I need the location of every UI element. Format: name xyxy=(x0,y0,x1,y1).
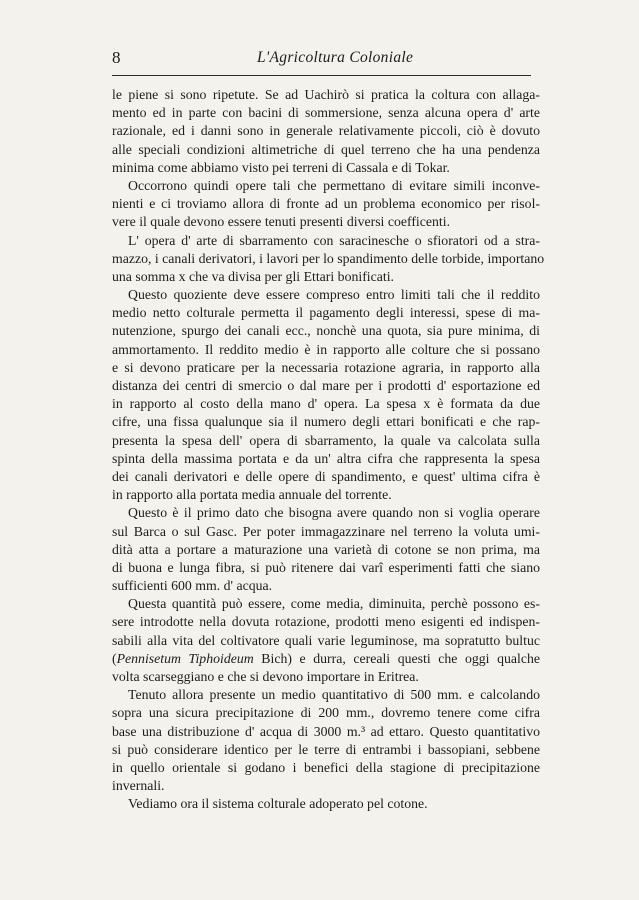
text-line: in quello orientale si godano i benefici della stagione di precipitazione xyxy=(112,759,540,775)
text-line: vere il quale devono essere tenuti presenti diversi coefficenti. xyxy=(112,214,451,230)
text-line: mento ed in parte con bacini di sommersione, senza alcuna opera d' arte xyxy=(112,105,540,121)
text-line: invernali. xyxy=(112,778,165,794)
paragraph xyxy=(112,232,545,287)
header-rule xyxy=(112,75,531,76)
paragraph xyxy=(112,86,540,177)
text-line: nutenzione, spurgo dei canali ecc., nonchè una quota, sia pure minima, di xyxy=(112,323,540,339)
text-line: distanza dei centri di smercio o dal mare per i prodotti d' esportazione ed xyxy=(112,378,540,393)
text-line: sopra una sicura precipitazione di 200 mm., dovremo tenere come cifra xyxy=(112,705,540,721)
text-line: ammortamento. Il reddito medio è in rapporto alle colture che si possano xyxy=(112,341,540,357)
text-line: in rapporto al costo della mano d' opera. La spesa x è formata da due xyxy=(112,396,540,412)
page-number: 8 xyxy=(112,48,121,67)
running-title: L'Agricoltura Coloniale xyxy=(257,49,414,66)
text-line: Questo è il primo dato che bisogna avere quando non si voglia operare xyxy=(128,505,540,521)
text-line: (Pennisetum Tiphoideum Bich) e durra, cereali questi che oggi qualche xyxy=(112,650,540,666)
text-line: si può considerare identico per le terre di entrambi i bassopiani, sebbene xyxy=(112,741,540,757)
text-line: medio netto colturale permetta il pagamento degli interessi, spese di ma- xyxy=(112,305,540,321)
text-line: in rapporto alla portata media annuale del torrente. xyxy=(112,487,392,503)
text-line: Questa quantità può essere, come media, diminuita, perchè possono es- xyxy=(128,596,540,612)
text-line: dei canali derivatori e delle opere di spandimento, e quest' ultima cifra è xyxy=(112,468,540,484)
text-line: Tenuto allora presente un medio quantitativo di 500 mm. e calcolando xyxy=(128,687,540,703)
text-line: presenta la spesa dell' opera di sbarramento, la quale va calcolata sulla xyxy=(112,432,540,448)
paragraph xyxy=(112,286,540,504)
text-line: sere introdotte nella dovuta rotazione, prodotti meno esigenti ed indispen- xyxy=(112,614,540,630)
text-line: nienti e ci troviamo allora di fronte ad un problema economico per risol- xyxy=(112,196,540,212)
text-line: le piene si sono ripetute. Se ad Uachirò si pratica la coltura con allaga- xyxy=(112,87,540,102)
text-line: Questo quoziente deve essere compreso entro limiti tali che il reddito xyxy=(128,287,540,303)
paragraph xyxy=(112,177,540,232)
text-line: una somma x che va divisa per gli Ettari bonificati. xyxy=(112,268,394,284)
text-line: sul Barca o sul Gasc. Per poter immagazzinare nel terreno la voluta umi- xyxy=(112,523,540,539)
body-text xyxy=(112,86,545,814)
text-line: sufficienti 600 mm. d' acqua. xyxy=(112,578,273,594)
paragraph xyxy=(112,795,540,813)
text-line: cifre, una fissa qualunque sia il numero degli ettari bonificati e che rap- xyxy=(112,414,540,430)
paragraph xyxy=(112,504,540,595)
text-line: dità atta a portare a maturazione una varietà di cotone se non prima, ma xyxy=(112,541,540,557)
text-line: razionale, ed i danni sono in generale relativamente piccoli, ciò è dovuto xyxy=(112,123,540,139)
text-line: base una distribuzione d' acqua di 3000 m.³ ad ettaro. Questo quantitativo xyxy=(112,723,540,739)
paragraph xyxy=(112,686,540,795)
text-line: volta scarseggiano e che si devono importare in Eritrea. xyxy=(112,669,419,684)
text-line: Vediamo ora il sistema colturale adoperato pel cotone. xyxy=(128,796,428,812)
text-line: alle speciali condizioni altimetriche di quel terreno che ha una pendenza xyxy=(112,141,540,157)
paragraph xyxy=(112,595,540,686)
text-line: e si devono praticare per la necessaria rotazione agraria, in rapporto alla xyxy=(112,359,540,375)
text-line: di buona e lunga fibra, si può ritenere dai varî esperimenti fatti che siano xyxy=(112,559,540,575)
text-line: sabili alla vita del coltivatore quali varie leguminose, ma sopratutto bultuc xyxy=(112,632,540,648)
text-line: spinta della massima portata e da un' altra cifra che rappresenta la spesa xyxy=(112,450,540,466)
text-line: L' opera d' arte di sbarramento con saracinesche o sfioratori od a stra- xyxy=(128,232,540,248)
text-line: Occorrono quindi opere tali che permettano di evitare simili inconve- xyxy=(128,177,540,193)
text-line: mazzo, i canali derivatori, i lavori per lo spandimento delle torbide, importano xyxy=(112,250,545,266)
text-line: minima come abbiamo visto pei terreni di Cassala e di Tokar. xyxy=(112,159,450,175)
